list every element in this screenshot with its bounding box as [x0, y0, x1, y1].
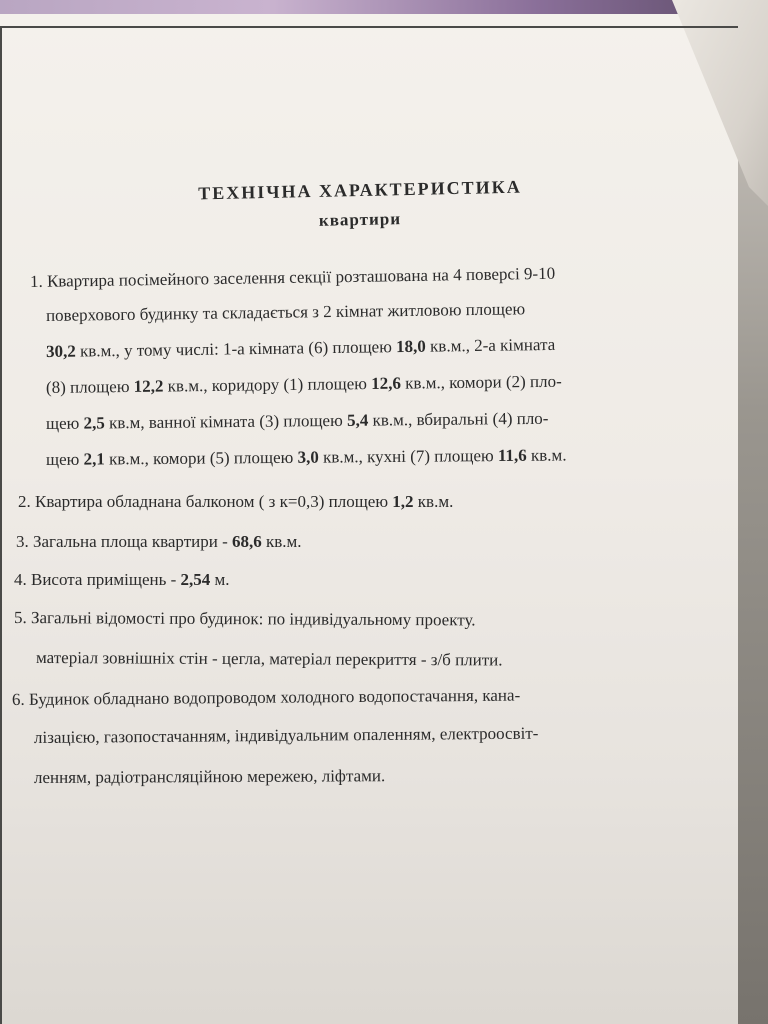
list-item-1-line-1	[30, 264, 555, 292]
list-item-1-line-6	[46, 445, 567, 470]
list-item-text: Квартира посімейного заселення секції розташована на 4 поверсі 9-10	[46, 263, 556, 291]
list-item-text: Квартира обладнана балконом ( з к=0,3) площею 1,2 кв.м.	[35, 492, 454, 511]
list-item-1-line-4	[46, 372, 562, 398]
list-item-5-line-1	[14, 608, 476, 630]
list-item-text: Загальна площа квартири - 68,6 кв.м.	[33, 532, 302, 551]
list-item-text: ленням, радіотрансляційною мережею, ліфтами.	[33, 766, 386, 787]
list-item-text: щею 2,5 кв.м, ванної кімната (3) площею 5,4 кв.м., вбиральні (4) пло-	[45, 408, 549, 433]
list-item-number: 2.	[18, 492, 31, 511]
list-item-1-line-2	[46, 299, 525, 326]
list-item-text: Висота приміщень - 2,54 м.	[31, 570, 230, 589]
list-item-text: матеріал зовнішніх стін - цегла, матеріал перекриття - з/б плити.	[35, 648, 503, 670]
list-item-1-line-5	[46, 409, 549, 434]
list-item-text: поверхового будинку та складається з 2 кімнат житловою площею	[45, 299, 526, 325]
list-item-2	[18, 492, 453, 512]
list-item-6-line-1	[12, 686, 520, 710]
list-item-text: 30,2 кв.м., у тому числі: 1-а кімната (6) площею 18,0 кв.м., 2-а кімната	[45, 334, 556, 361]
list-item-1-line-3	[46, 335, 556, 362]
list-item-number: 5.	[13, 608, 27, 628]
list-item-6-line-3	[34, 766, 385, 788]
list-item-4	[14, 570, 230, 590]
list-item-text: Загальні відомості про будинок: по індивідуальному проекту.	[30, 608, 476, 630]
document-title: ТЕХНІЧНА ХАРАКТЕРИСТИКА	[198, 176, 522, 204]
document-subtitle: квартири	[318, 209, 402, 230]
list-item-6-line-2	[34, 724, 539, 748]
list-item-number: 1.	[29, 271, 43, 291]
list-item-text: лізацією, газопостачанням, індивідуальним опаленням, електроосвіт-	[33, 723, 539, 747]
list-item-text: Будинок обладнано водопроводом холодного водопостачання, кана-	[28, 685, 521, 709]
list-item-number: 3.	[16, 532, 29, 551]
list-item-3	[16, 532, 302, 552]
list-item-number: 6.	[11, 689, 25, 709]
list-item-text: щею 2,1 кв.м., комори (5) площею 3,0 кв.м., кухні (7) площею 11,6 кв.м.	[45, 445, 567, 469]
list-item-5-line-2	[36, 648, 503, 670]
list-item-text: (8) площею 12,2 кв.м., коридору (1) площею 12,6 кв.м., комори (2) пло-	[45, 371, 562, 397]
list-item-number: 4.	[14, 570, 27, 589]
